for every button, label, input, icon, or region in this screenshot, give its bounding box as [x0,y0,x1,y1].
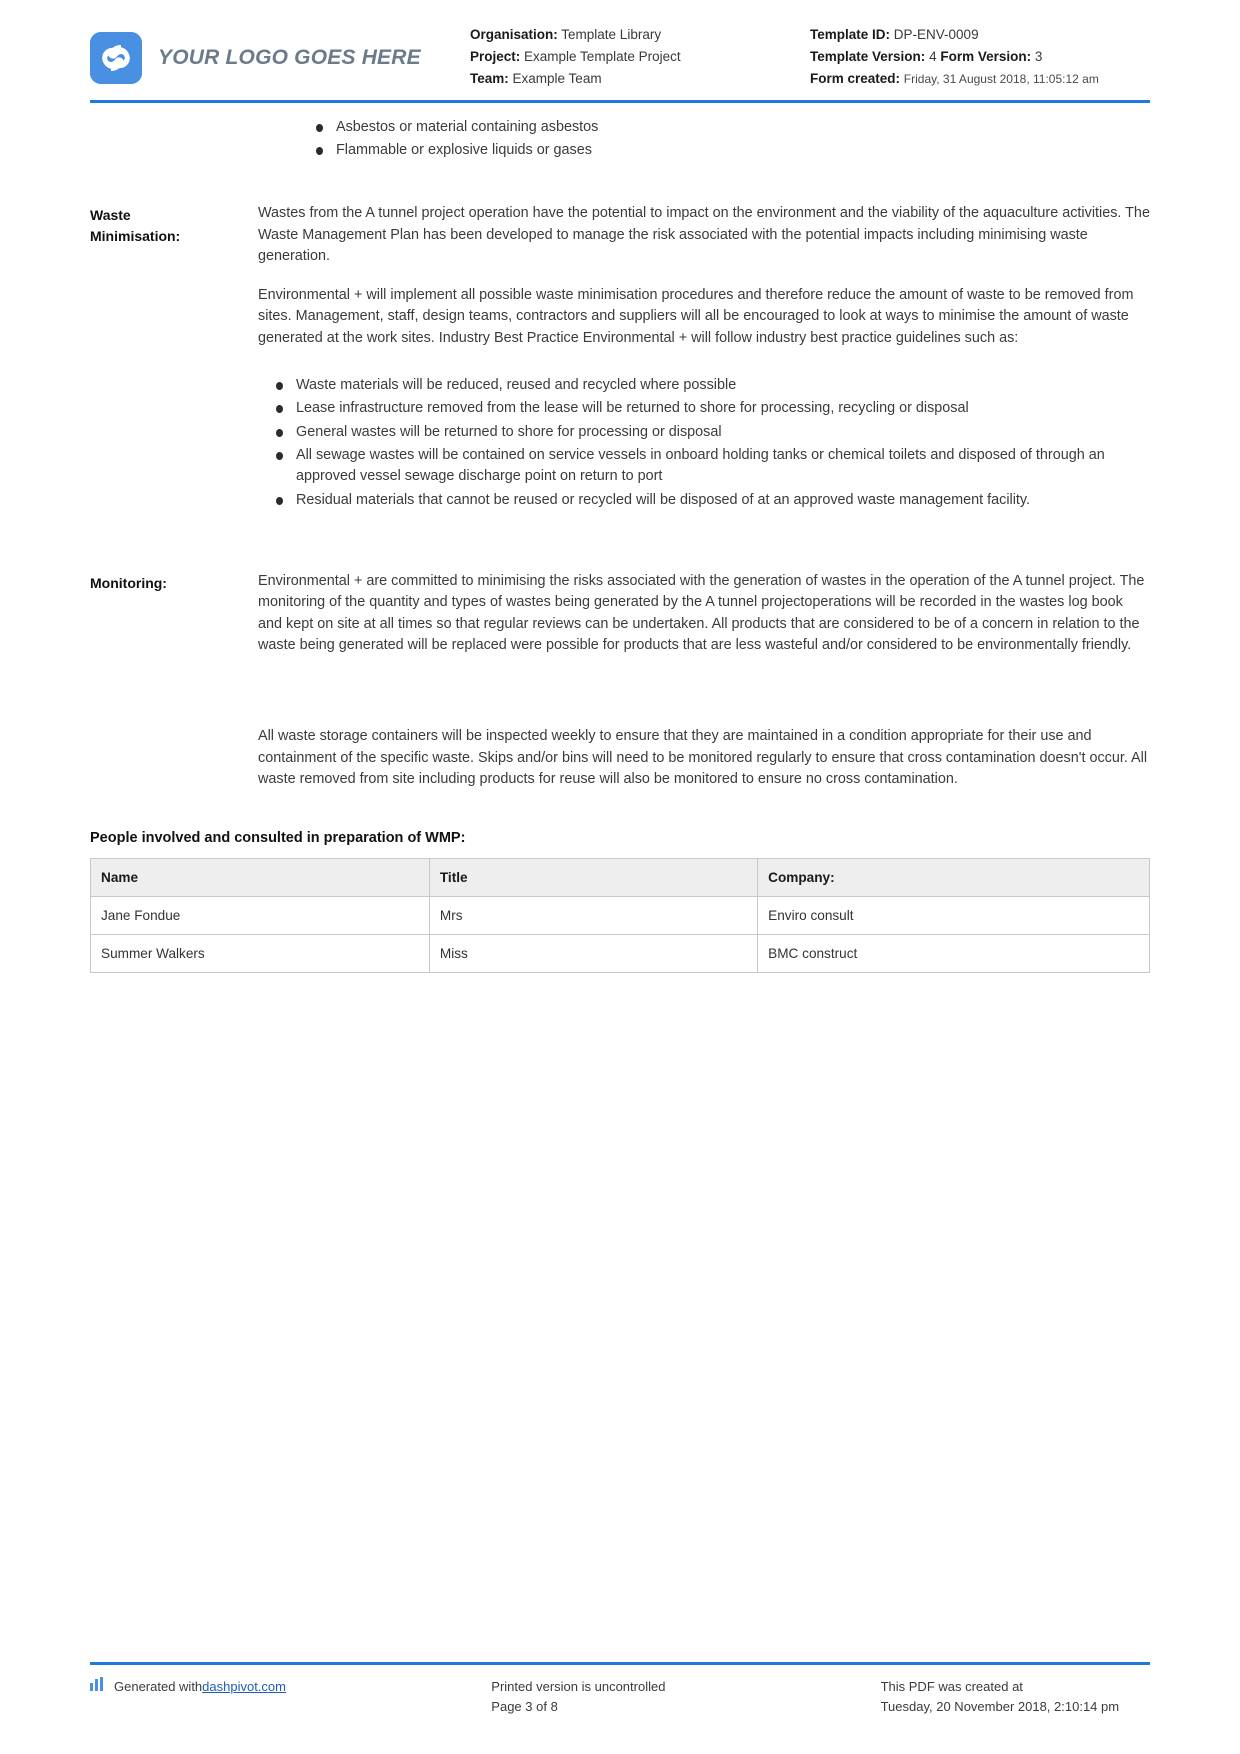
table-row [91,935,1150,973]
cell-name: Jane Fondue [91,897,430,935]
footer-generated-with [90,1677,443,1716]
list-item: Lease infrastructure removed from the lease will be returned to shore for processing, recycling or disposal [258,398,1150,419]
cell-title: Mrs [429,897,757,935]
project-line [470,46,810,68]
paragraph: Environmental + are committed to minimising the risks associated with the generation of wastes in the operation of the A tunnel project. The monitoring of the quantity and types of wastes being generated by the A tunnel projectoperations will be recorded in the wastes log book and kept on site at all times so that regular reviews can be undertaken. All products that are considered to be of a concern in relation to the waste being generated will be replaced were possible for products that are less wasteful and/or considered to be environmentally friendly. [258,572,1145,653]
logo-block [90,24,470,84]
form-created-line [810,68,1150,90]
team-line [470,68,810,90]
section-label-monitoring: Monitoring: [90,574,167,591]
footer-created-info [845,1677,1234,1716]
document-footer [0,1662,1240,1716]
section-label-line1: Waste [90,207,131,224]
continued-bullet-list [90,103,1150,162]
form-created-label: Form created: [810,70,901,86]
chart-bars-icon [90,1677,106,1697]
cell-name: Summer Walkers [91,935,430,973]
template-id-line [810,24,1150,46]
form-created-value: Friday, 31 August 2018, 11:05:12 am [903,71,1099,86]
dashpivot-logo-icon [90,32,142,84]
cell-title: Miss [429,935,757,973]
spacer-label [90,726,258,728]
template-id-label: Template ID: [810,27,891,42]
template-version-label: Template Version: [810,48,926,64]
form-version-value: 3 [1034,48,1043,64]
cell-company: BMC construct [758,935,1150,973]
footer-created-value: Tuesday, 20 November 2018, 2:10:14 pm [880,1698,1120,1714]
list-item: General wastes will be returned to shore for processing or disposal [258,422,1150,443]
paragraph: Environmental + will implement all possible waste minimisation procedures and therefore reduce the amount of waste to be removed from sites. Management, staff, design teams, contractors and suppliers will all be encouraged to look at ways to minimise the amount of waste generated at the work sites. Industry Best Practice Environmental + will follow industry best practice guidelines such as: [258,287,1134,346]
project-label: Project: [470,48,521,64]
section-monitoring-continued [90,726,1150,790]
organisation-line [470,24,810,46]
table-row [91,897,1150,935]
footer-print-info [443,1677,844,1716]
section-body-monitoring-2 [258,726,1150,790]
template-version-value: 4 [929,48,937,64]
organisation-value: Template Library [561,27,662,42]
footer-created-label: This PDF was created at [880,1679,1023,1694]
footer-page-number: Page 3 of 8 [491,1698,558,1714]
organisation-label: Organisation: [470,27,558,42]
people-table-section [90,830,1150,973]
table-header-row [91,859,1150,897]
project-value: Example Template Project [524,48,681,64]
section-waste-minimisation [90,203,1150,349]
list-item: Waste materials will be reduced, reused and recycled where possible [258,375,1150,396]
team-value: Example Team [512,70,602,86]
section-body-monitoring [258,571,1150,656]
footer-generated-text: Generated with [114,1679,203,1694]
header-meta-right [810,24,1150,90]
list-item: Residual materials that cannot be reused or recycled will be disposed of at an approved waste management facility. [258,490,1150,511]
dashpivot-link[interactable]: dashpivot.com [202,1679,286,1694]
paragraph: All waste storage containers will be inspected weekly to ensure that they are maintained in a condition appropriate for their use and containment of the specific waste. Skips and/or bins will need to be monitored regularly to ensure that cross contamination doesn't occur. All waste removed from site including products for reuse will also be monitored to ensure no cross contamination. [258,728,1148,787]
footer-uncontrolled-text: Printed version is uncontrolled [491,1679,666,1694]
version-line [810,46,1150,68]
waste-minimisation-bullets [258,375,1150,513]
form-version-label: Form Version: [940,48,1032,64]
list-item: All sewage wastes will be contained on service vessels in onboard holding tanks or chemical toilets and disposed of through an approved vessel sewage discharge point on return to port [258,445,1150,488]
section-label-line2: Minimisation: [90,228,181,245]
section-body-waste-minimisation [258,203,1150,349]
template-id-value: DP-ENV-0009 [893,27,979,42]
people-table [90,858,1150,973]
logo-text: YOUR LOGO GOES HERE [158,46,421,69]
cell-company: Enviro consult [758,897,1150,935]
document-header [0,0,1240,90]
section-label-waste-minimisation [90,203,258,247]
spacer-label [90,375,258,377]
document-content [0,103,1240,974]
column-header-company: Company: [758,859,1150,897]
header-meta-left [470,24,810,90]
list-item: Asbestos or material containing asbestos [90,117,1150,138]
waste-minimisation-bullets-row [90,375,1150,513]
column-header-title: Title [429,859,757,897]
team-label: Team: [470,70,509,86]
people-table-heading: People involved and consulted in preparation of WMP: [90,830,466,847]
paragraph: Wastes from the A tunnel project operation have the potential to impact on the environment and the viability of the aquaculture activities. The Waste Management Plan has been developed to manage the risk associated with the potential impacts including minimising waste generation. [258,205,1150,264]
section-monitoring [90,571,1150,656]
column-header-name: Name [91,859,430,897]
list-item: Flammable or explosive liquids or gases [90,140,1150,161]
